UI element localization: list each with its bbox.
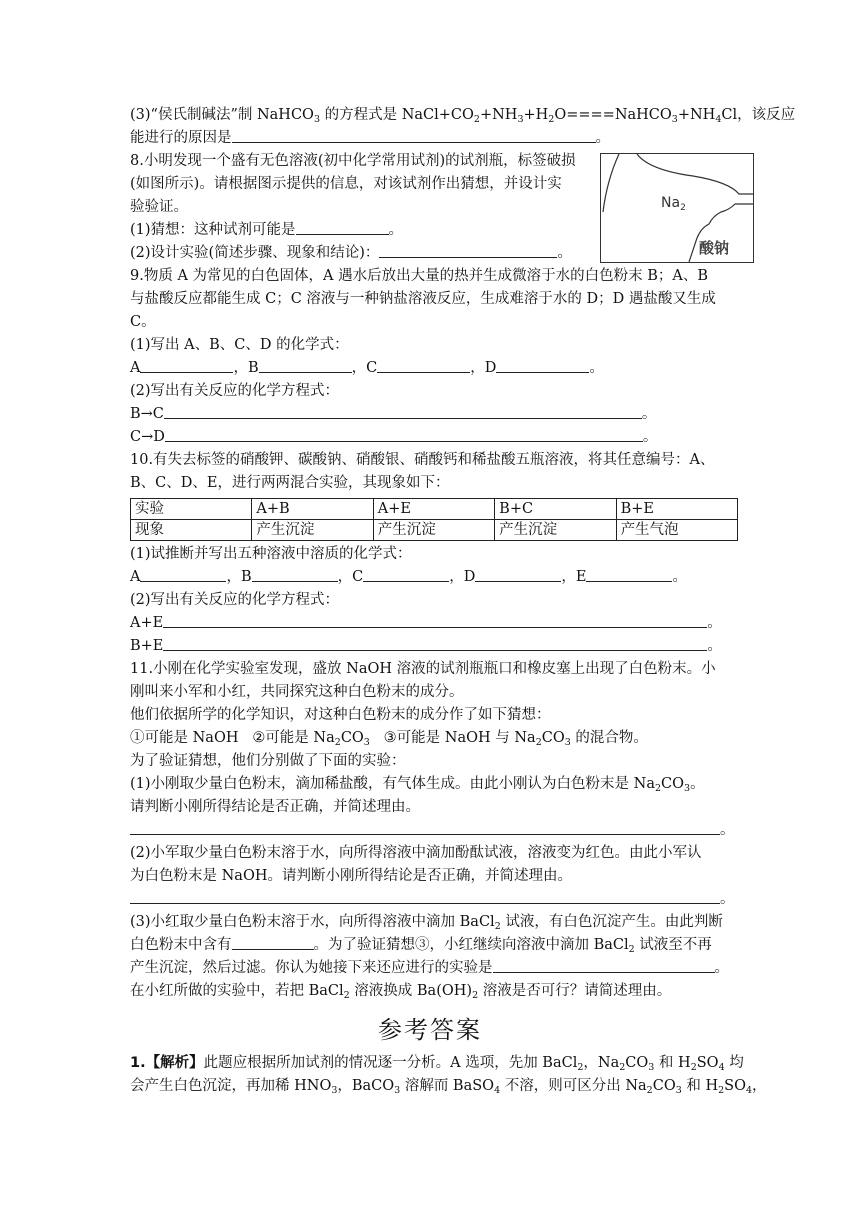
q11-line-3: 他们依据所学的化学知识，对这种白色粉末的成分作了如下猜想： — [130, 707, 551, 723]
answer-blank[interactable] — [163, 636, 707, 651]
table-cell: A+B — [252, 499, 373, 520]
q10-ae: A+E 。 — [130, 615, 722, 631]
table-row — [131, 499, 738, 520]
answer-blank-c[interactable] — [363, 567, 449, 582]
table-cell: 产生沉淀 — [373, 520, 494, 541]
q9-line-2: 与盐酸反应都能生成 C；C 溶液与一种钠盐溶液反应，生成难溶于水的 D；D 遇盐酸又生成 — [130, 291, 716, 307]
answer-blank[interactable] — [493, 958, 715, 973]
q9-bc: B→C 。 — [130, 406, 657, 422]
answer-blank[interactable] — [296, 220, 389, 235]
table-row — [131, 520, 738, 541]
answer-section — [130, 1052, 767, 1098]
q10-be: B+E 。 — [130, 638, 722, 654]
answer-1-line-2: 会产生白色沉淀，再加稀 $HNO_3$，BaCO$_3$ 溶解而 BaSO$_4$ 不溶，则可区分出 $Na_2CO_3$ 和 $H_2SO_4$， — [130, 1078, 767, 1096]
table-cell: B+C — [495, 499, 616, 520]
q10-line-1: 10.有失去标签的硝酸钾、碳酸钠、硝酸银、硝酸钙和稀盐酸五瓶溶液，将其任意编号：A、 — [130, 452, 715, 468]
q11-p1-a: (1)小刚取少量白色粉末，滴加稀盐酸，有气体生成。由此小刚认为白色粉末是 $Na_2CO_3$。 — [130, 776, 705, 794]
q11-p1-answer: 。 — [130, 819, 740, 842]
broken-label-figure — [600, 153, 754, 263]
answers-title: 参考答案 — [378, 1016, 482, 1044]
q11-p2-answer: 。 — [130, 888, 740, 911]
answer-blank[interactable] — [164, 404, 642, 419]
torn-label-drawing — [601, 154, 753, 262]
q11-p3-d: 在小红所做的实验中，若把 BaCl$_2$ 溶液换成 $Ba(OH)_2$ 溶液是否可行？请简述理由。 — [130, 983, 672, 1001]
table-cell: 产生气泡 — [616, 520, 737, 541]
answer-blank-d[interactable] — [496, 358, 589, 373]
q3-line-2: 能进行的原因是 。 — [130, 130, 610, 146]
q9-line-1: 9.物质 A 为常见的白色固体，A 遇水后放出大量的热并生成微溶于水的白色粉末 B；A、B — [130, 268, 708, 284]
answer-blank[interactable] — [130, 889, 720, 904]
q11-line-5: 为了验证猜想，他们分别做了下面的实验： — [130, 753, 406, 769]
table-cell: 实验 — [131, 499, 252, 520]
label-text-suannа: 酸钠 — [699, 239, 730, 257]
answer-blank-e[interactable] — [586, 567, 672, 582]
q9-formula-blanks: A ，B ，C ，D 。 — [130, 360, 604, 376]
q9-sub-1: (1)写出 A、B、C、D 的化学式： — [130, 337, 349, 353]
table-cell: 现象 — [131, 520, 252, 541]
q11-p1-b: 请判断小刚所得结论是否正确，并简述理由。 — [130, 799, 420, 815]
q11-p3-a: (3)小红取少量白色粉末溶于水，向所得溶液中滴加 BaCl$_2$ 试液，有白色沉淀产生。由此判断 — [130, 914, 723, 932]
q10-sub-1: (1)试推断并写出五种溶液中溶质的化学式： — [130, 546, 412, 562]
answer-blank[interactable] — [165, 427, 643, 442]
answer-blank-a[interactable] — [140, 567, 226, 582]
q11-p2-b: 为白色粉末是 NaOH。请判断小刚所得结论是否正确，并简述理由。 — [130, 868, 572, 884]
answer-blank-c[interactable] — [377, 358, 470, 373]
answer-blank-d[interactable] — [475, 567, 561, 582]
q8-line-3: 验验证。 — [130, 199, 188, 215]
q11-p3-c: 产生沉淀，然后过滤。你认为她接下来还应进行的实验是 。 — [130, 960, 729, 976]
q3-line-1: (3)“侯氏制碱法”制 NaHCO$_3$ 的方程式是 $NaCl+CO_2+NH_3+H_2O====NaHCO_3+NH_4Cl$，该反应 — [130, 107, 796, 125]
q9-cd: C→D 。 — [130, 429, 658, 445]
answer-blank-b[interactable] — [259, 358, 352, 373]
q10-line-2: B、C、D、E，进行两两混合实验，其现象如下： — [130, 475, 450, 491]
answer-blank[interactable] — [379, 243, 557, 258]
q11-p2-a: (2)小军取少量白色粉末溶于水，向所得溶液中滴加酚酞试液，溶液变为红色。由此小军认 — [130, 845, 702, 861]
answer-blank-a[interactable] — [140, 358, 233, 373]
q10-sub-2: (2)写出有关反应的化学方程式： — [130, 592, 340, 608]
answer-blank[interactable] — [130, 820, 720, 835]
label-text-na: $Na_2$ — [661, 195, 686, 213]
table-cell: B+E — [616, 499, 737, 520]
answer-1-line-1: 1.【解析】此题应根据所加试剂的情况逐一分析。A 选项，先加 BaCl$_2$，$Na_2CO_3$ 和 $H_2SO_4$ 均 — [130, 1055, 744, 1073]
answer-blank-b[interactable] — [252, 567, 338, 582]
q11-line-1: 11.小刚在化学实验室发现，盛放 NaOH 溶液的试剂瓶瓶口和橡皮塞上出现了白色粉末。小 — [130, 661, 716, 677]
q8-line-2: (如图所示)。请根据图示提供的信息，对该试剂作出猜想，并设计实 — [130, 176, 562, 192]
experiment-table — [130, 498, 738, 541]
table-cell: 产生沉淀 — [252, 520, 373, 541]
table-cell: 产生沉淀 — [495, 520, 616, 541]
q9-line-3: C。 — [130, 314, 156, 330]
q8-guess: (1)猜想：这种试剂可能是 。 — [130, 222, 404, 238]
q9-sub-2: (2)写出有关反应的化学方程式： — [130, 383, 340, 399]
q11-p3-b: 白色粉末中含有 。为了验证猜想③，小红继续向溶液中滴加 BaCl$_2$ 试液至不再 — [130, 937, 712, 955]
answer-blank[interactable] — [232, 128, 596, 143]
q11-line-2: 刚叫来小军和小红，共同探究这种白色粉末的成分。 — [130, 684, 464, 700]
table-cell: A+E — [373, 499, 494, 520]
q8-design: (2)设计实验(简述步骤、现象和结论)： 。 — [130, 245, 572, 261]
answer-blank[interactable] — [163, 613, 707, 628]
answer-blank[interactable] — [232, 935, 314, 950]
q11-guesses: ①可能是 NaOH ②可能是 $Na_2CO_3$ ③可能是 NaOH 与 $Na_2CO_3$ 的混合物。 — [130, 730, 648, 748]
q8-line-1: 8.小明发现一个盛有无色溶液(初中化学常用试剂)的试剂瓶，标签破损 — [130, 153, 576, 169]
q10-formula-blanks: A ，B ，C ，D ，E 。 — [130, 569, 687, 585]
